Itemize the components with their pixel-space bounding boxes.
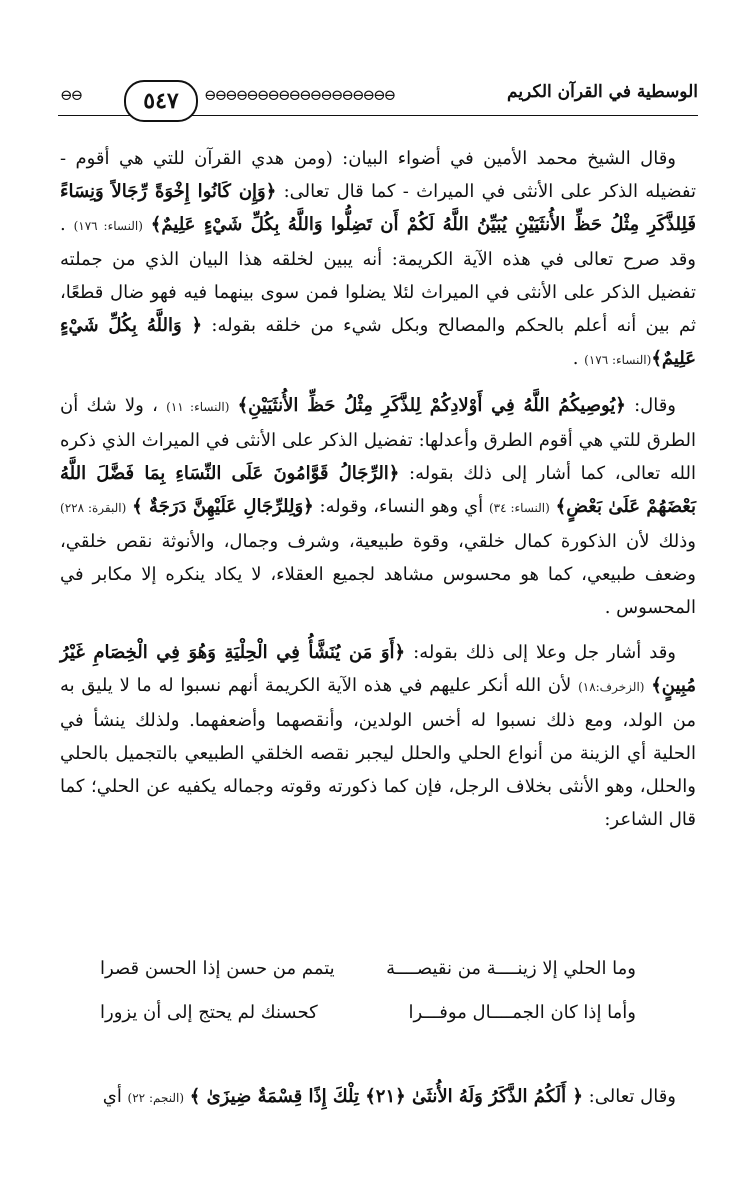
verse-reference: (النساء: ١٧٦)	[584, 353, 652, 367]
poem-hemistich-second: يتمم من حسن إذا الحسن قصرا	[100, 958, 335, 979]
text: ، ولا شك أن الطرق للتي هي أقوم الطرق وأعدلها: تفضيل الذكر على الأنثى في الميراث الذي ذكره الله تعالى، كما أشار إلى ذلك بقوله:	[60, 395, 696, 484]
quran-verse: ﴿ وَاللَّهُ بِكُلِّ شَيْءٍ عَلِيمٌ﴾	[60, 315, 696, 369]
text: أي وهو النساء، وقوله:	[313, 496, 489, 517]
poem-line-1	[60, 958, 696, 988]
text: .	[572, 348, 585, 369]
text: وقال الشيخ محمد الأمين في أضواء البيان: (ومن هدي القرآن للتي هي أقوم - تفضيله الذكر على الأنثى في الميراث - كما قال تعالى:	[60, 148, 696, 202]
verse-reference: (النساء: ٣٤)	[488, 501, 550, 515]
paragraph-1	[60, 142, 696, 377]
text: أي	[102, 1086, 128, 1107]
text: وقال تعالى:	[582, 1086, 676, 1107]
verse-reference: (البقرة: ٢٢٨)	[60, 501, 127, 515]
verse-reference: (الزخرف:١٨)	[578, 680, 645, 694]
quran-verse: ﴿الرِّجَالُ قَوَّامُونَ عَلَى النِّسَاءِ بِمَا فَضَّلَ اللَّهُ بَعْضَهُمْ عَلَىٰ بَعْضٍ﴾	[60, 463, 696, 517]
text: لأن الله أنكر عليهم في هذه الآية الكريمة أنهم نسبوا له ما لا يليق به من الولد، ومع ذلك نسبوا له أخس الولدين، وأنقصهما وأضعفهما. ولذلك ينشأ في الحلية أي الزينة من أنواع الحلي والحلل ليجبر نقصه الخلقي الطبيعي بالتجميل بالحلي والحلل، وهو الأنثى بخلاف الرجل، فإن كما ذكورته وقوته وجماله يكفيه عن الحلي؛ كما قال الشاعر:	[60, 675, 696, 830]
poem-hemistich-second: كحسنك لم يحتج إلى أن يزورا	[100, 1002, 318, 1023]
paragraph-2	[60, 389, 696, 624]
page-number: ٥٤٧	[124, 80, 198, 122]
verse-reference: (النساء: ١١)	[166, 400, 230, 414]
quran-verse: ﴿ أَلَكُمُ الذَّكَرُ وَلَهُ الأُنثَىٰ ﴿٢١﴾ تِلْكَ إِذًا قِسْمَةٌ ضِيزَىٰ ﴾	[189, 1086, 583, 1107]
quran-verse: ﴿يُوصِيكُمُ اللَّهُ فِي أَوْلادِكُمْ لِلذَّكَرِ مِثْلُ حَظِّ الأُنثَيَيْنِ﴾	[237, 395, 626, 416]
quran-verse: ﴿وَلِلرِّجَالِ عَلَيْهِنَّ دَرَجَةٌ ﴾	[132, 496, 314, 517]
quran-verse: ﴿أَوَ مَن يُنَشَّأُ فِي الْحِلْيَةِ وَهُوَ فِي الْخِصَامِ غَيْرُ مُبِينٍ﴾	[60, 642, 696, 696]
page-header	[58, 80, 698, 126]
text: . وقد صرح تعالى في هذه الآية الكريمة: أنه يبين لخلقه هذا البيان الذي من جملته تفضيل الذكر على الأنثى في الميراث لئلا يضلوا فمن سوى بينهما فيه فهو ضال قطعًا، ثم بين أنه أعلم بالحكم والمصالح وبكل شيء من خلقه بقوله:	[60, 214, 697, 336]
verse-reference: (النساء: ١٧٦)	[73, 219, 143, 233]
quran-verse: ﴿وَإِن كَانُوا إِخْوَةً رِّجَالاً وَنِسَاءً فَلِلذَّكَرِ مِثْلُ حَظِّ الأُنثَيَيْنِ يُبَيِّنُ اللَّهُ لَكُمْ أَن تَضِلُّوا وَاللَّهُ بِكُلِّ شَيْءٍ عَلِيمٌ﴾	[60, 181, 696, 235]
text: وقال:	[625, 395, 676, 416]
text: وذلك لأن الذكورة كمال خلقي، وقوة طبيعية، وشرف وجمال، والأنوثة نقص خلقي، وضعف طبيعي، كما هو محسوس مشاهد لجميع العقلاء، لا يكاد ينكره إلا مكابر في المحسوس .	[60, 531, 696, 618]
poem-line-2	[60, 1002, 696, 1032]
poem-hemistich-first: وأما إذا كان الجمــــال موفـــرا	[408, 1002, 636, 1023]
book-title: الوسطية في القرآن الكريم	[507, 82, 698, 102]
header-ornament-short: ⊖⊖	[60, 86, 82, 104]
closing-line	[60, 1080, 696, 1115]
poem-hemistich-first: وما الحلي إلا زينــــة من نقيصــــة	[386, 958, 636, 979]
body-text	[60, 142, 696, 836]
verse-reference: (النجم: ٢٢)	[127, 1091, 185, 1105]
header-ornament-long: ⊖⊖⊖⊖⊖⊖⊖⊖⊖⊖⊖⊖⊖⊖⊖⊖⊖⊖	[204, 86, 395, 104]
paragraph-3	[60, 636, 696, 836]
text: وقد أشار جل وعلا إلى ذلك بقوله:	[405, 642, 676, 663]
